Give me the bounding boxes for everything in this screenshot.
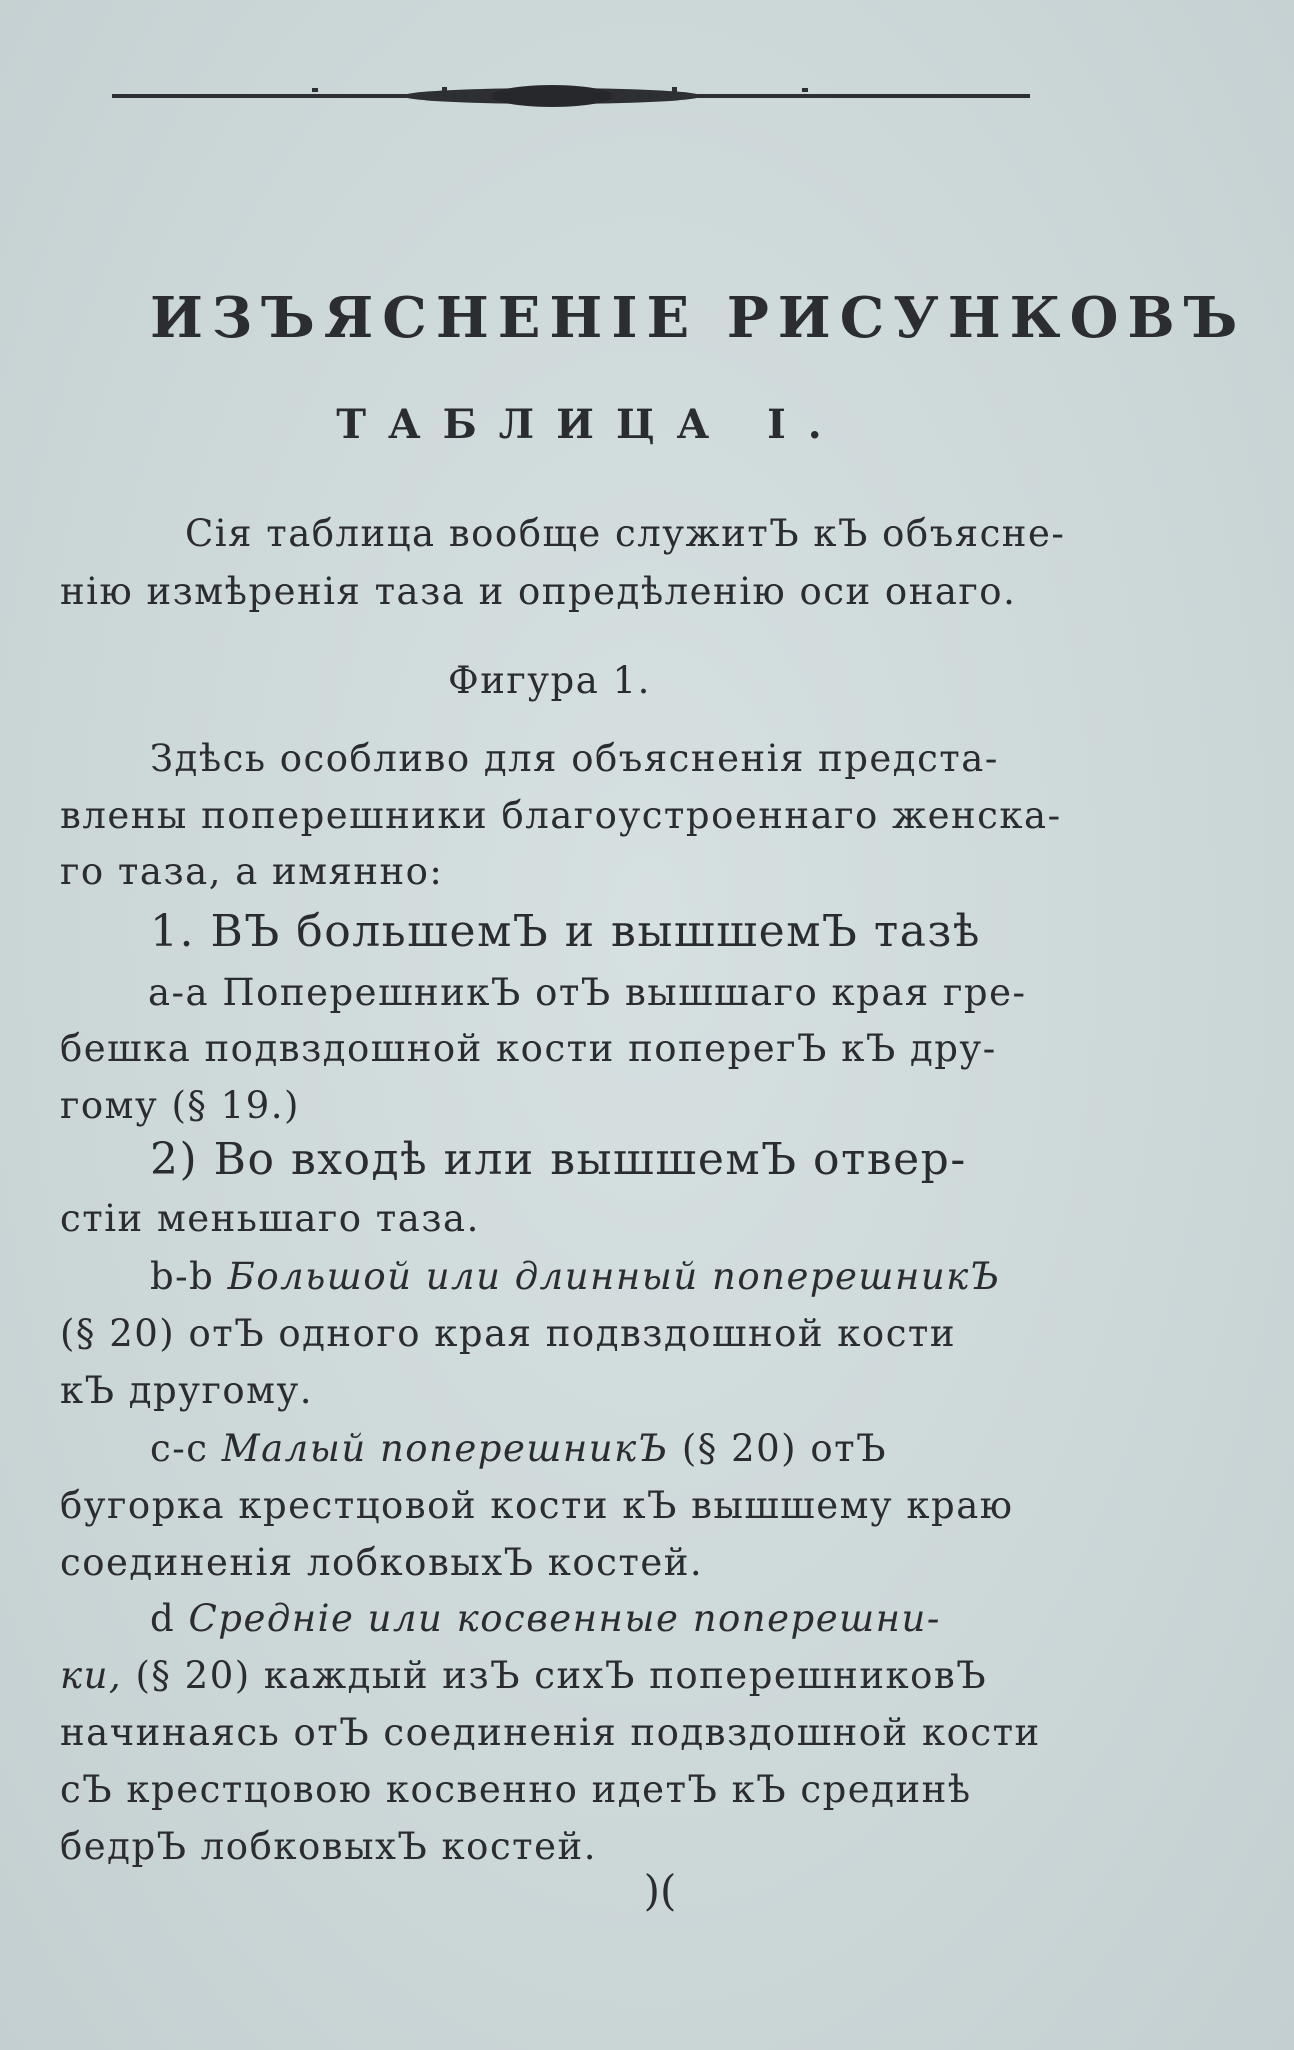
page-signature-mark: )(	[643, 1866, 677, 1915]
figure-heading: Фигура 1.	[448, 659, 651, 702]
item-c-line-2: бугорка крестцовой кости кЪ вышшему краю	[60, 1484, 1014, 1527]
figure-intro-line-3: го таза, а имянно:	[60, 850, 444, 893]
item-d-line-4: сЪ крестцовою косвенно идетЪ кЪ срединѣ	[60, 1768, 972, 1811]
item-b-line-2: (§ 20) отЪ одного края подвздошной кости	[60, 1312, 957, 1355]
intro-line-1: Сія таблица вообще служитЪ кЪ объясне-	[185, 512, 1066, 555]
item-c-rest: (§ 20) отЪ	[681, 1427, 887, 1470]
item-d-line-2	[60, 1654, 988, 1697]
item-d-line-5: бедрЪ лобковыхЪ костей.	[60, 1825, 597, 1868]
item-d-italic-1: Средніе или косвенные поперешни-	[188, 1597, 941, 1640]
intro-line-2: нію измѣренія таза и опредѣленію оси онаго.	[60, 570, 1017, 613]
item-a-line-2: бешка подвздошной кости поперегЪ кЪ дру-	[60, 1027, 997, 1070]
item-d-rest-2: (§ 20) каждый изЪ сихЪ поперешниковЪ	[135, 1654, 988, 1697]
section-1-heading: 1. ВЪ большемЪ и вышшемЪ тазѣ	[150, 906, 981, 957]
item-d-line-1	[150, 1597, 941, 1640]
item-c-line-3: соединенія лобковыхЪ костей.	[60, 1541, 704, 1584]
item-a-line-3: гому (§ 19.)	[60, 1084, 300, 1127]
item-b-line-1	[150, 1255, 1001, 1298]
item-c-italic: Малый поперешникЪ	[221, 1427, 669, 1470]
item-b-prefix: b-b	[150, 1255, 215, 1298]
item-b-italic: Большой или длинный поперешникЪ	[227, 1255, 1001, 1298]
figure-intro-line-1: Здѣсь особливо для объясненія предста-	[150, 737, 999, 780]
item-d-line-3: начинаясь отЪ соединенія подвздошной кости	[60, 1711, 1041, 1754]
figure-intro-line-2: влены поперешники благоустроеннаго женска-	[60, 794, 1062, 837]
section-2-heading-line-1: 2) Во входѣ или вышшемЪ отвер-	[150, 1134, 967, 1185]
item-d-italic-2: ки,	[60, 1654, 123, 1697]
section-2-heading-line-2: стіи меньшаго таза.	[60, 1197, 480, 1240]
item-c-prefix: с-с	[150, 1427, 209, 1470]
page-title: ИЗЪЯСНЕНІЕ РИСУНКОВЪ	[150, 285, 1247, 351]
item-c-line-1	[150, 1427, 887, 1470]
item-a-line-1: а-а ПоперешникЪ отЪ вышшаго края гре-	[148, 971, 1027, 1014]
table-heading: ТАБЛИЦА I.	[336, 401, 844, 448]
item-b-line-3: кЪ другому.	[60, 1369, 313, 1412]
item-d-prefix: d	[150, 1597, 176, 1640]
